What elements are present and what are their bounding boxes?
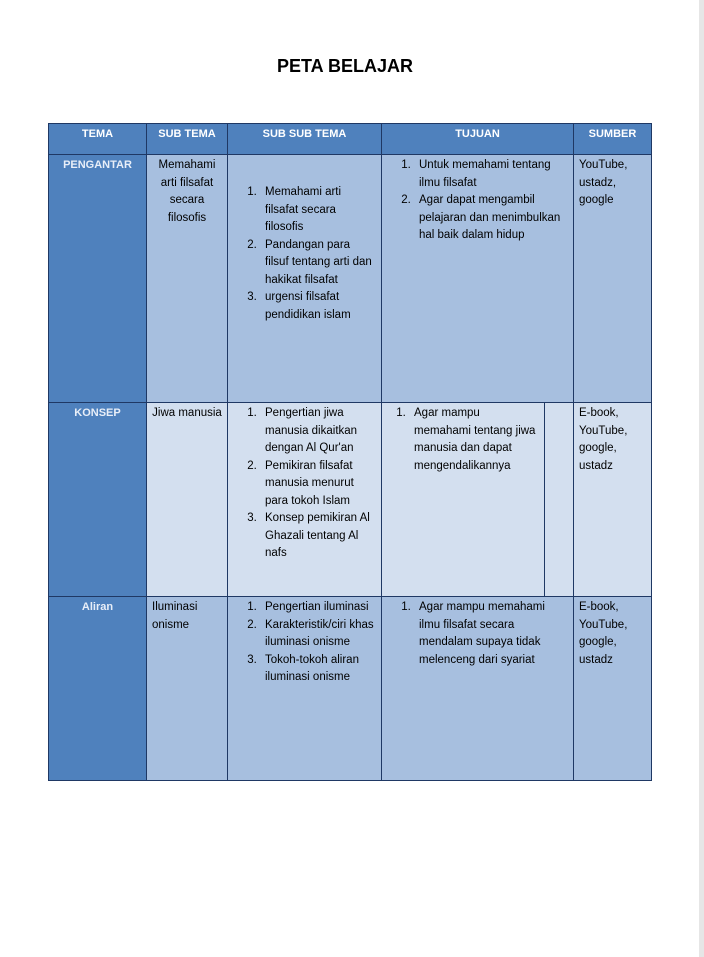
sub-sub-tema-list xyxy=(233,405,376,563)
list-item: 2. Karakteristik/ciri khas iluminasi onisme xyxy=(260,617,376,652)
sub-tema-cell: Memahami arti filsafat secara filosofis xyxy=(147,155,228,403)
page-edge xyxy=(699,0,704,957)
list-item: 1. Pengertian jiwa manusia dikaitkan dengan Al Qur'an xyxy=(260,405,376,458)
tema-cell: PENGANTAR xyxy=(49,155,147,403)
sumber-cell: E-book, YouTube, google, ustadz xyxy=(574,597,652,781)
sub-sub-tema-list xyxy=(233,184,376,324)
tujuan-list xyxy=(387,157,568,245)
sub-tema-cell: Jiwa manusia xyxy=(147,403,228,597)
table-row xyxy=(49,155,652,403)
learning-map-table xyxy=(48,123,652,781)
list-item: 2. Pandangan para filsuf tentang arti dan hakikat filsafat xyxy=(260,237,376,290)
tujuan-cell xyxy=(382,403,574,597)
header-row xyxy=(49,124,652,155)
sub-tema-cell: Iluminasi onisme xyxy=(147,597,228,781)
list-item: 1. Pengertian iluminasi xyxy=(260,599,376,617)
header-sub-sub-tema: SUB SUB TEMA xyxy=(228,124,382,155)
list-item: 1. Untuk memahami tentang ilmu filsafat xyxy=(414,157,568,192)
list-item: 3. Konsep pemikiran Al Ghazali tentang Al nafs xyxy=(260,510,376,563)
list-item: 1. Memahami arti filsafat secara filosofis xyxy=(260,184,376,237)
list-item: 3. Tokoh-tokoh aliran iluminasi onisme xyxy=(260,652,376,687)
list-item: 3. urgensi filsafat pendidikan islam xyxy=(260,289,376,324)
sub-sub-tema-cell xyxy=(228,403,382,597)
list-item: 1. Agar mampu memahami ilmu filsafat secara mendalam supaya tidak melenceng dari syariat xyxy=(414,599,568,669)
sub-sub-tema-cell xyxy=(228,597,382,781)
sumber-cell: YouTube, ustadz, google xyxy=(574,155,652,403)
tujuan-cell xyxy=(382,597,574,781)
list-item: 1. Agar mampu memahami tentang jiwa manusia dan dapat mengendalikannya xyxy=(409,405,539,475)
tema-cell: Aliran xyxy=(49,597,147,781)
list-item: 2. Pemikiran filsafat manusia menurut para tokoh Islam xyxy=(260,458,376,511)
tujuan-list xyxy=(387,599,568,669)
table-row xyxy=(49,403,652,597)
sub-sub-tema-cell xyxy=(228,155,382,403)
header-tujuan: TUJUAN xyxy=(382,124,574,155)
tujuan-list xyxy=(382,405,539,475)
list-item: 2. Agar dapat mengambil pelajaran dan menimbulkan hal baik dalam hidup xyxy=(414,192,568,245)
tujuan-cell xyxy=(382,155,574,403)
sub-sub-tema-list xyxy=(233,599,376,687)
tema-cell: KONSEP xyxy=(49,403,147,597)
table-row xyxy=(49,597,652,781)
header-sumber: SUMBER xyxy=(574,124,652,155)
page-title: PETA BELAJAR xyxy=(276,56,413,76)
header-sub-tema: SUB TEMA xyxy=(147,124,228,155)
sumber-cell: E-book, YouTube, google, ustadz xyxy=(574,403,652,597)
header-tema: TEMA xyxy=(49,124,147,155)
